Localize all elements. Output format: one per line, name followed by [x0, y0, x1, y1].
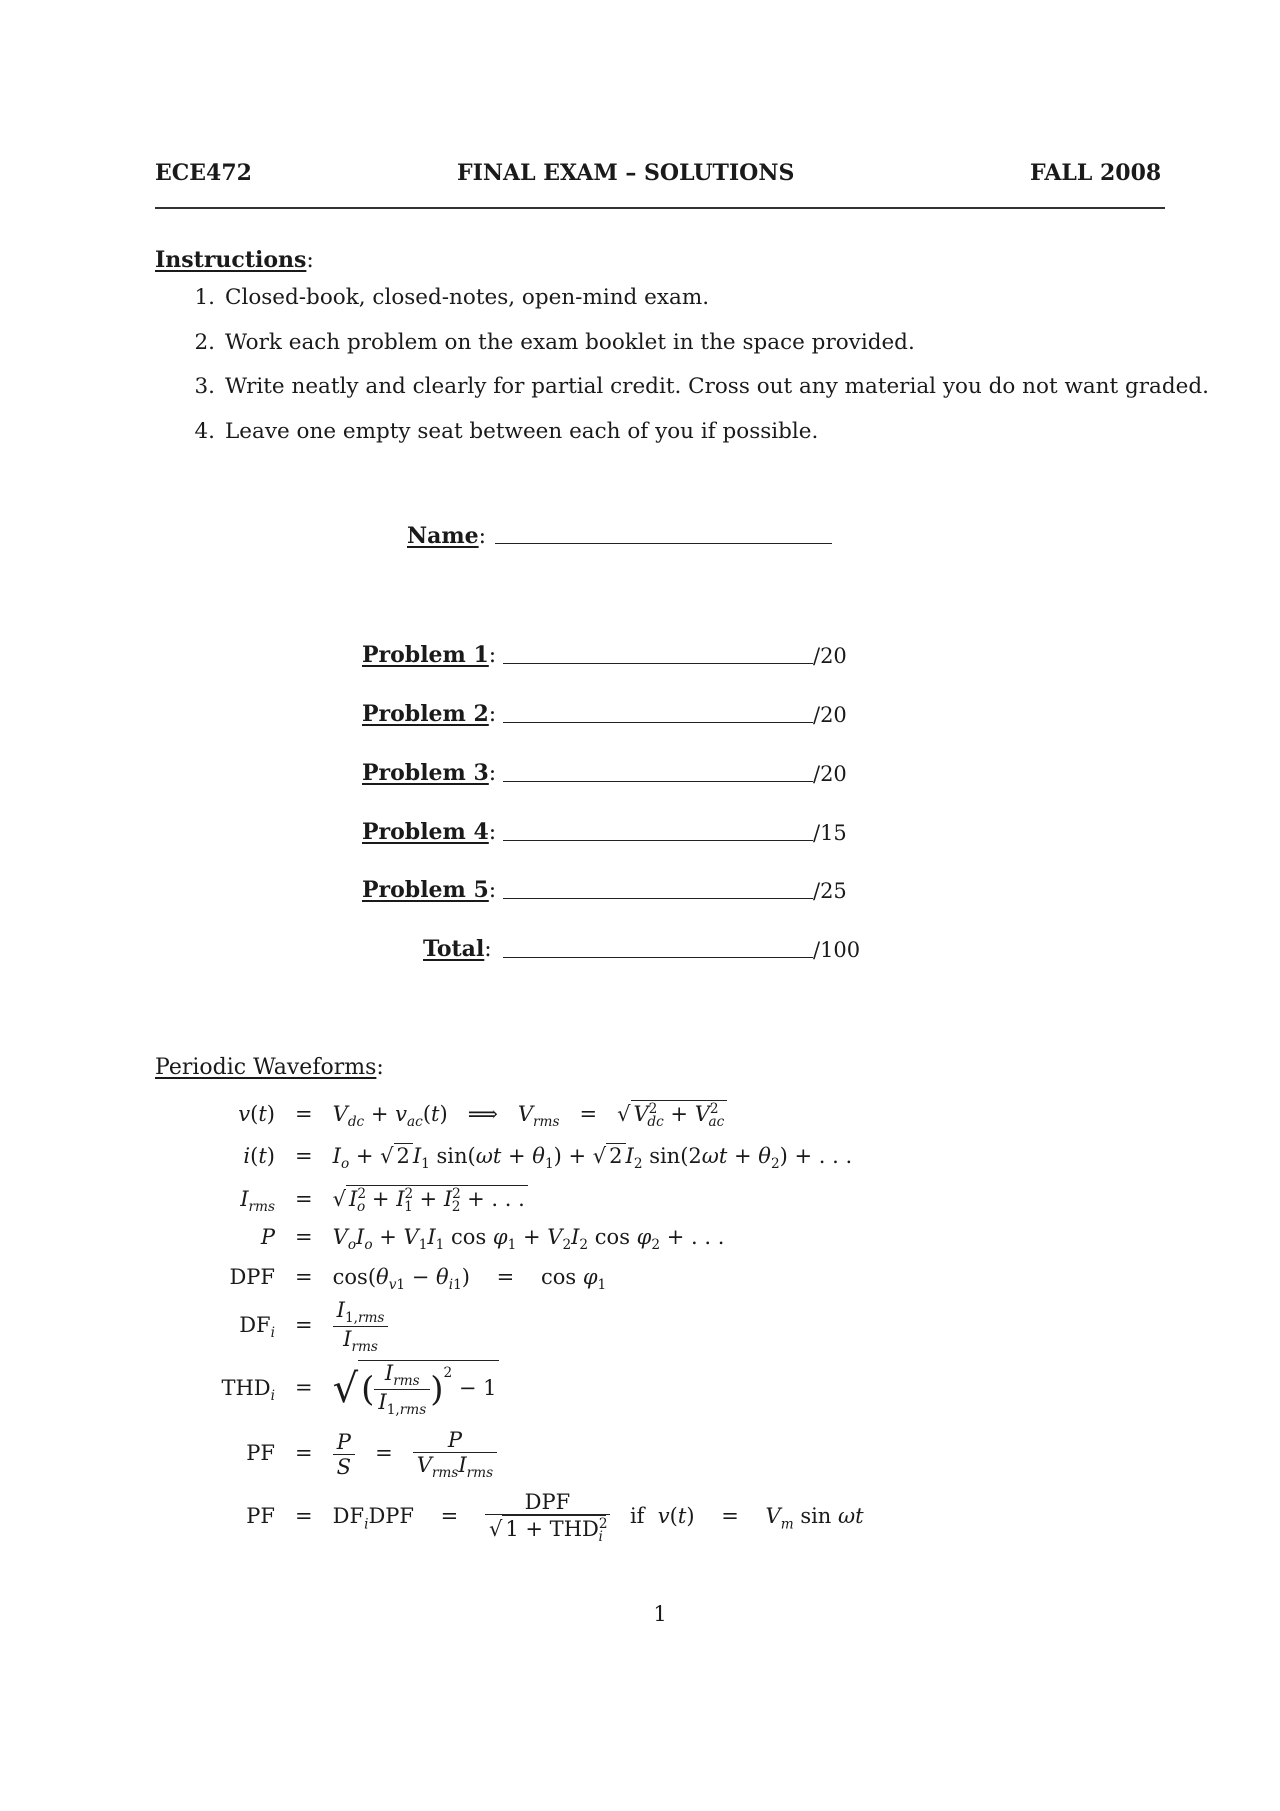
problem-2-max: /20 — [813, 703, 847, 727]
instruction-item: 3. Write neatly and clearly for partial credit. Cross out any material you do not want graded. — [194, 374, 1209, 399]
problem-4-max: /15 — [813, 821, 847, 845]
problem-4-blank[interactable] — [503, 840, 813, 841]
header-rule — [155, 207, 1165, 209]
formula-df: $DF_i$ = $\frac{I_{1,rms}}{I_{rms}}$ — [155, 1298, 388, 1355]
problem-5-blank[interactable] — [503, 898, 813, 899]
problem-2-blank[interactable] — [503, 722, 813, 723]
problem-3-blank[interactable] — [503, 781, 813, 782]
problem-3-label: Problem 3: — [362, 760, 497, 786]
name-blank[interactable] — [495, 543, 832, 544]
problem-5-label: Problem 5: — [362, 877, 497, 903]
formula-voltage: $v(t) = V_{dc} + v_{ac}(t)$ ⟹ $V_{rms}$ = √ $V^2_{dc} + V^2_{ac}$ — [155, 1100, 727, 1130]
formula-thd: $THD_i$ = √( $\frac{I_{rms}}{I_{1,rms}}$ )$^2$ − 1 — [155, 1360, 499, 1418]
problem-1-max: /20 — [813, 644, 847, 668]
instruction-item: 2. Work each problem on the exam booklet in the space provided. — [194, 329, 915, 355]
instruction-item: 1. Closed-book, closed-notes, open-mind exam. — [194, 285, 710, 310]
problem-5-max: /25 — [813, 879, 847, 903]
instructions-list — [155, 285, 1209, 463]
problem-2-label: Problem 2: — [362, 701, 497, 727]
instructions-heading: Instructions: — [155, 247, 314, 273]
exam-term: FALL 2008 — [1030, 160, 1162, 186]
problem-3-max: /20 — [813, 762, 847, 786]
total-max: /100 — [813, 938, 861, 962]
problem-1-label: Problem 1: — [362, 642, 497, 668]
course-code: ECE472 — [155, 160, 252, 186]
formulas-heading: Periodic Waveforms: — [155, 1055, 384, 1080]
page-number: 1 — [653, 1602, 667, 1626]
name-label: Name: — [407, 523, 487, 549]
problem-4-label: Problem 4: — [362, 819, 497, 845]
total-label: Total: — [423, 936, 492, 962]
instruction-item: 4. Leave one empty seat between each of you if possible. — [194, 418, 819, 444]
total-blank[interactable] — [503, 957, 813, 958]
formula-current: $i(t) = I_o$ + √ 2 $I_1$ $\sin(\omega t + \theta_1)$ + √ 2 $I_2$ $\sin(2\omega t + \theta_2)$ + . . . — [243, 1144, 853, 1173]
formula-pf-ratio: PF = $\frac{P}{S}$ = $\frac{P}{V_{rms}I_{rms}}$ — [155, 1428, 497, 1481]
formula-irms: $I_{rms}$ = √ $I^2_o + I^2_1 + I^2_2$ + . . . — [155, 1185, 528, 1215]
formula-power: $P = V_oI_o + V_1I_1$ $\cos \varphi_1 + V_2I_2$ $\cos \varphi_2$ + . . . — [260, 1225, 725, 1254]
problem-1-blank[interactable] — [503, 663, 813, 664]
formula-dpf: DPF = $\cos(\theta_{v1} - \theta_{i1})$ = $\cos \varphi_1$ — [229, 1265, 607, 1294]
formula-pf-distortion: PF = $DF_iDPF$ = $\frac{\text{DPF}}{√ 1 + THD^2_i}$ if v(t) = $V_m$ sin ωt — [246, 1490, 864, 1546]
exam-title: FINAL EXAM – SOLUTIONS — [457, 160, 795, 186]
